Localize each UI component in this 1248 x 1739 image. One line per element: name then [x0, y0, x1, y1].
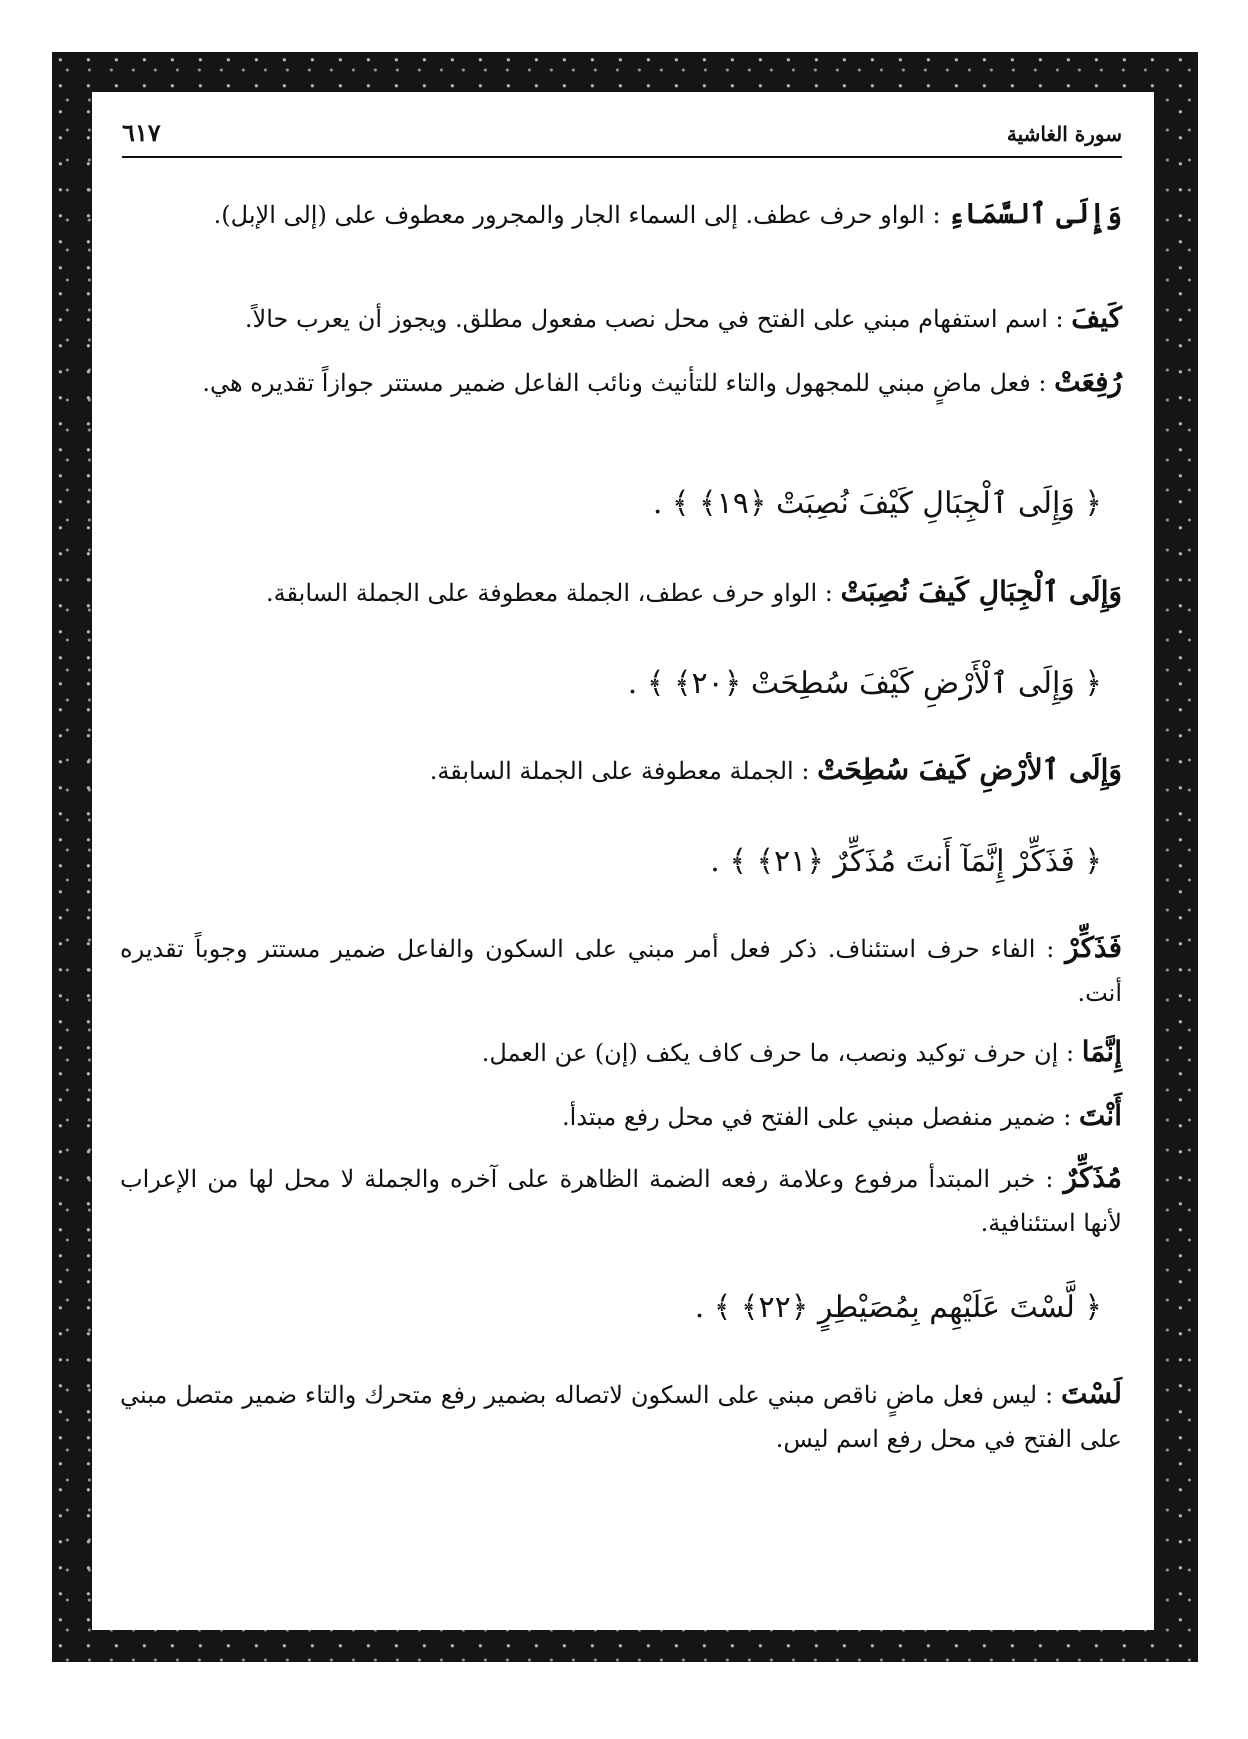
irab-term: وَإِلَى ٱلْجِبَالِ كَيفَ نُصِبَتْ	[840, 575, 1122, 608]
quran-ayah: ﴿ وَإِلَى ٱلْجِبَالِ كَيْفَ نُصِبَتْ ﴿١٩﴾ ﴾ .	[652, 486, 1102, 521]
irab-paragraph	[120, 748, 1122, 793]
irab-term: وَإِلَى ٱلأرْضِ كَيفَ سُطِحَتْ	[817, 753, 1122, 786]
irab-text: : الفاء حرف استئناف. ذكر فعل أمر مبني على السكون والفاعل ضمير مستتر وجوباً تقديره أنت.	[120, 935, 1122, 1007]
irab-term: لَسْتَ	[1060, 1377, 1122, 1410]
irab-text: : إن حرف توكيد ونصب، ما حرف كاف يكف (إن) عن العمل.	[481, 1039, 1075, 1067]
irab-text: : اسم استفهام مبني على الفتح في محل نصب مفعول مطلق. ويجوز أن يعرب حالاً.	[244, 305, 1064, 333]
irab-term: كَيفَ	[1071, 301, 1122, 334]
irab-text: : فعل ماضٍ مبني للمجهول والتاء للتأنيث ونائب الفاعل ضمير مستتر جوازاً تقديره هي.	[202, 369, 1047, 397]
irab-paragraph	[120, 192, 1122, 237]
page-number: ٦١٧	[122, 118, 161, 147]
irab-paragraph	[120, 570, 1122, 615]
irab-paragraph	[120, 1156, 1122, 1245]
irab-paragraph	[120, 926, 1122, 1015]
irab-term: رُفِعَتْ	[1054, 365, 1122, 398]
irab-term: مُذَكِّرٌ	[1063, 1161, 1122, 1194]
page	[92, 92, 1154, 1630]
irab-text: : الواو حرف عطف، الجملة معطوفة على الجملة السابقة.	[266, 579, 833, 607]
irab-text: : ضمير منفصل مبني على الفتح في محل رفع مبتدأ.	[562, 1103, 1072, 1131]
quran-ayah: ﴿ لَّسْتَ عَلَيْهِم بِمُصَيْطِرٍ ﴿٢٢﴾ ﴾ .	[694, 1290, 1102, 1325]
irab-text: : الواو حرف عطف. إلى السماء الجار والمجرور معطوف على (إلى الإبل).	[213, 201, 941, 229]
quran-ayah: ﴿ فَذَكِّرْ إِنَّمَآ أَنتَ مُذَكِّرٌ ﴿٢١﴾ ﴾ .	[710, 844, 1102, 879]
irab-term: إِنَّمَا	[1081, 1035, 1122, 1068]
irab-term: أَنْتَ	[1078, 1099, 1122, 1132]
surah-title: سورة الغاشية	[1006, 122, 1122, 146]
irab-text: : ليس فعل ماضٍ ناقص مبني على السكون لاتصاله بضمير رفع متحرك والتاء ضمير متصل مبني على الفتح في محل رفع اسم ليس.	[120, 1381, 1122, 1453]
irab-paragraph	[120, 1372, 1122, 1461]
irab-text: : الجملة معطوفة على الجملة السابقة.	[429, 757, 810, 785]
irab-paragraph	[120, 360, 1122, 405]
irab-term: فَذَكِّرْ	[1065, 931, 1122, 964]
irab-paragraph	[120, 1030, 1122, 1075]
irab-paragraph	[120, 1094, 1122, 1139]
irab-text: : خبر المبتدأ مرفوع وعلامة رفعه الضمة الظاهرة على آخره والجملة لا محل لها من الإعراب لأنها استئنافية.	[120, 1165, 1122, 1237]
irab-paragraph	[120, 296, 1122, 341]
irab-term: وَإِلَى ٱلسَّمَاءِ	[948, 197, 1122, 230]
page-header	[122, 116, 1122, 158]
quran-ayah: ﴿ وَإِلَى ٱلْأَرْضِ كَيْفَ سُطِحَتْ ﴿٢٠﴾ ﴾ .	[627, 666, 1102, 701]
